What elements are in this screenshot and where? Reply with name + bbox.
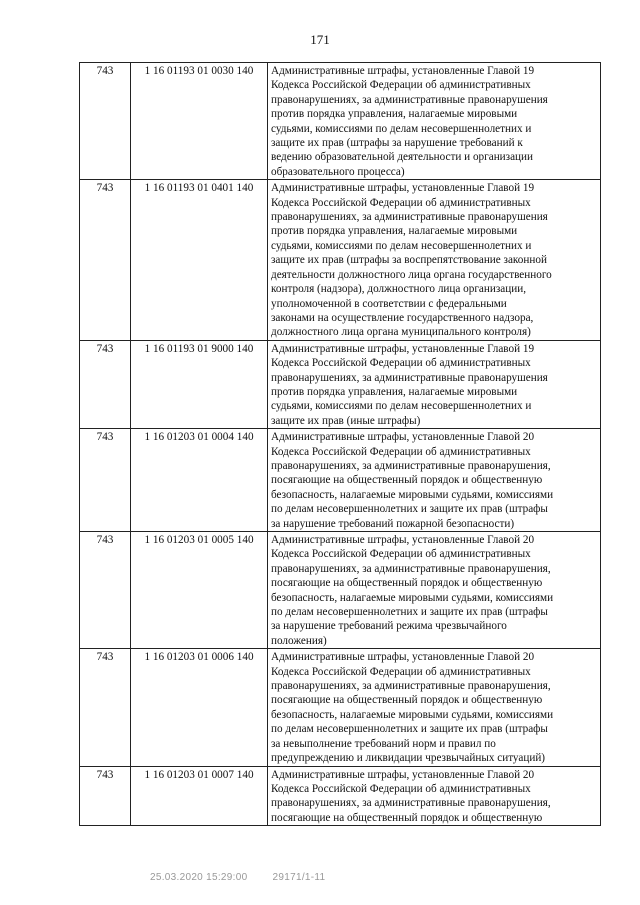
description-cell: Административные штрафы, установленные Главой 19 Кодекса Российской Федерации об административных правонарушениях, за административные правонарушения против порядка управления, налагаемые мировыми судьями, комиссиями по делам несовершеннолетних и защите их прав (штрафы за воспрепятствование законной деятельности должностного лица органа государственного контроля (надзора), должностного лица организации, уполномоченной в соответствии с федеральными законами на осуществление государственного надзора, должностного лица органа муниципального контроля) — [268, 180, 601, 340]
table-row — [80, 429, 601, 532]
budget-code-cell: 1 16 01203 01 0007 140 — [131, 766, 268, 826]
admin-code-cell: 743 — [80, 429, 131, 532]
description-cell: Административные штрафы, установленные Главой 20 Кодекса Российской Федерации об административных правонарушениях, за административные правонарушения, посягающие на общественный порядок и общественную безопасность, налагаемые мировыми судьями, комиссиями по делам несовершеннолетних и защите их прав (штрафы за невыполнение требований норм и правил по предупреждению и ликвидации чрезвычайных ситуаций) — [268, 649, 601, 766]
admin-code-cell: 743 — [80, 180, 131, 340]
table-row — [80, 63, 601, 180]
admin-code-cell: 743 — [80, 340, 131, 428]
budget-code-cell: 1 16 01203 01 0006 140 — [131, 649, 268, 766]
table-row — [80, 532, 601, 649]
footer-timestamp: 25.03.2020 15:29:00 — [150, 872, 248, 883]
table-row — [80, 180, 601, 340]
description-cell: Административные штрафы, установленные Главой 19 Кодекса Российской Федерации об административных правонарушениях, за административные правонарушения против порядка управления, налагаемые мировыми судьями, комиссиями по делам несовершеннолетних и защите их прав (иные штрафы) — [268, 340, 601, 428]
page-number: 171 — [310, 32, 330, 47]
budget-code-cell: 1 16 01193 01 9000 140 — [131, 340, 268, 428]
description-cell: Административные штрафы, установленные Главой 20 Кодекса Российской Федерации об административных правонарушениях, за административные правонарушения, посягающие на общественный порядок и общественную — [268, 766, 601, 826]
description-cell: Административные штрафы, установленные Главой 20 Кодекса Российской Федерации об административных правонарушениях, за административные правонарушения, посягающие на общественный порядок и общественную безопасность, налагаемые мировыми судьями, комиссиями по делам несовершеннолетних и защите их прав (штрафы за нарушение требований режима чрезвычайного положения) — [268, 532, 601, 649]
budget-code-cell: 1 16 01193 01 0030 140 — [131, 63, 268, 180]
admin-code-cell: 743 — [80, 532, 131, 649]
table-row — [80, 766, 601, 826]
budget-codes-table — [79, 62, 601, 826]
footer — [150, 872, 347, 883]
footer-doc-id: 29171/1-11 — [272, 872, 326, 883]
table-row — [80, 649, 601, 766]
admin-code-cell: 743 — [80, 766, 131, 826]
budget-code-cell: 1 16 01203 01 0005 140 — [131, 532, 268, 649]
table-row — [80, 340, 601, 428]
budget-code-cell: 1 16 01193 01 0401 140 — [131, 180, 268, 340]
admin-code-cell: 743 — [80, 63, 131, 180]
description-cell: Административные штрафы, установленные Главой 20 Кодекса Российской Федерации об административных правонарушениях, за административные правонарушения, посягающие на общественный порядок и общественную безопасность, налагаемые мировыми судьями, комиссиями по делам несовершеннолетних и защите их прав (штрафы за нарушение требований пожарной безопасности) — [268, 429, 601, 532]
budget-code-cell: 1 16 01203 01 0004 140 — [131, 429, 268, 532]
admin-code-cell: 743 — [80, 649, 131, 766]
description-cell: Административные штрафы, установленные Главой 19 Кодекса Российской Федерации об административных правонарушениях, за административные правонарушения против порядка управления, налагаемые мировыми судьями, комиссиями по делам несовершеннолетних и защите их прав (штрафы за нарушение требований к ведению образовательной деятельности и организации образовательного процесса) — [268, 63, 601, 180]
